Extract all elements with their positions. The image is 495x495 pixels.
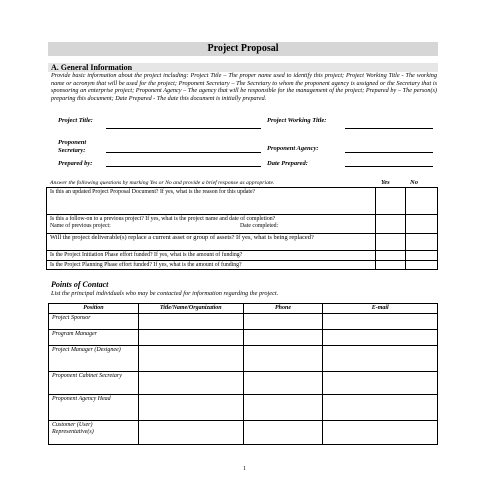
no-checkbox[interactable]: [406, 251, 438, 261]
question-row: [47, 215, 438, 234]
contact-name-cell[interactable]: [138, 421, 243, 445]
points-of-contact-subtitle: List the principal individuals who may be contacted for information regarding the project.: [51, 290, 279, 297]
no-checkbox[interactable]: [406, 188, 438, 215]
contact-name-cell[interactable]: [138, 346, 243, 372]
questions-instruction: Answer the following questions by marking Yes or No and provide a brief response as appropriate.: [50, 180, 275, 186]
contact-position: Proponent Cabinet Secretary: [49, 372, 139, 395]
contact-email-cell[interactable]: [323, 314, 438, 330]
prepared-by-field[interactable]: [106, 166, 261, 167]
page-number: 1: [243, 466, 246, 472]
project-title-field[interactable]: [106, 128, 261, 129]
label-proponent-secretary: Proponent Secretary:: [58, 139, 87, 154]
points-of-contact-heading: Points of Contact: [51, 280, 109, 289]
question-row: [47, 251, 438, 261]
contact-row: [49, 346, 438, 372]
col-phone: Phone: [243, 304, 323, 314]
col-name: Title/Name/Organization: [138, 304, 243, 314]
question-text: Is this an updated Project Proposal Document? If yes, what is the reason for this update?: [47, 188, 376, 215]
contact-position: Proponent Agency Head: [49, 395, 139, 421]
contact-email-cell[interactable]: [323, 372, 438, 395]
contact-row: [49, 314, 438, 330]
no-checkbox[interactable]: [406, 260, 438, 270]
contacts-header-row: [49, 304, 438, 314]
question-row: [47, 260, 438, 270]
no-checkbox[interactable]: [406, 234, 438, 251]
contacts-table: [48, 303, 438, 445]
contact-name-cell[interactable]: [138, 330, 243, 346]
contact-position: Customer (User) Representative(s): [49, 421, 139, 445]
contact-email-cell[interactable]: [323, 346, 438, 372]
yes-checkbox[interactable]: [376, 260, 406, 270]
yes-checkbox[interactable]: [376, 188, 406, 215]
label-date-prepared: Date Prepared:: [267, 160, 308, 167]
contact-position: Project Sponsor: [49, 314, 139, 330]
contact-row: [49, 395, 438, 421]
contact-name-cell[interactable]: [138, 395, 243, 421]
col-email: E-mail: [323, 304, 438, 314]
working-title-field[interactable]: [345, 128, 433, 129]
contact-email-cell[interactable]: [323, 395, 438, 421]
contact-phone-cell[interactable]: [243, 346, 323, 372]
date-prepared-field[interactable]: [345, 166, 433, 167]
contact-email-cell[interactable]: [323, 421, 438, 445]
yes-checkbox[interactable]: [376, 251, 406, 261]
contact-phone-cell[interactable]: [243, 314, 323, 330]
question-text: Is this a follow-on to a previous project? If yes, what is the project name and date of completion?: [50, 216, 276, 222]
contact-position: Project Manager (Designee): [49, 346, 139, 372]
page-title: Project Proposal: [207, 43, 279, 54]
section-a-intro: Provide basic information about the project including: Project Title – The proper name used to identify this project; Project Working Title - The working name or acronym that will be used for the project; Proponent Secretary – The Secretary to whom the proponent agency is assigned or the Secretary that is sponsoring an enterprise project; Proponent Agency – The agency that will be responsible for the management of the project; Prepared by – The person(s) preparing this document; Date Prepared - The date this document is initially prepared.: [51, 72, 437, 102]
question-row: [47, 234, 438, 251]
question-row: [47, 188, 438, 215]
question-text: Is the Project Initiation Phase effort funded? If yes, what is the amount of funding?: [47, 251, 376, 261]
contact-email-cell[interactable]: [323, 330, 438, 346]
contact-row: [49, 421, 438, 445]
contact-phone-cell[interactable]: [243, 330, 323, 346]
question-text: Will the project deliverable(s) replace a current asset or group of assets? If yes, what is being replaced?: [47, 234, 376, 251]
label-proponent-agency: Proponent Agency:: [267, 145, 319, 152]
proponent-secretary-field[interactable]: [106, 152, 261, 153]
label-working-title: Project Working Title:: [267, 117, 327, 124]
date-completed-label: Date completed:: [240, 222, 279, 229]
no-header: No: [410, 179, 418, 186]
proponent-agency-field[interactable]: [345, 152, 433, 153]
contact-position: Program Manager: [49, 330, 139, 346]
contact-name-cell[interactable]: [138, 372, 243, 395]
contact-name-cell[interactable]: [138, 314, 243, 330]
questions-table: [46, 187, 438, 270]
yes-checkbox[interactable]: [376, 215, 406, 234]
contact-row: [49, 372, 438, 395]
contact-row: [49, 330, 438, 346]
contact-phone-cell[interactable]: [243, 395, 323, 421]
no-checkbox[interactable]: [406, 215, 438, 234]
question-text: Is the Project Planning Phase effort funded? If yes, what is the amount of funding?: [47, 260, 376, 270]
prev-project-label: Name of previous project:: [50, 222, 111, 229]
col-position: Position: [49, 304, 139, 314]
contact-phone-cell[interactable]: [243, 421, 323, 445]
yes-header: Yes: [381, 179, 390, 186]
contact-phone-cell[interactable]: [243, 372, 323, 395]
label-project-title: Project Title:: [58, 117, 93, 124]
label-prepared-by: Prepared by:: [58, 160, 93, 167]
section-a-heading: A. General Information: [51, 63, 133, 72]
yes-checkbox[interactable]: [376, 234, 406, 251]
